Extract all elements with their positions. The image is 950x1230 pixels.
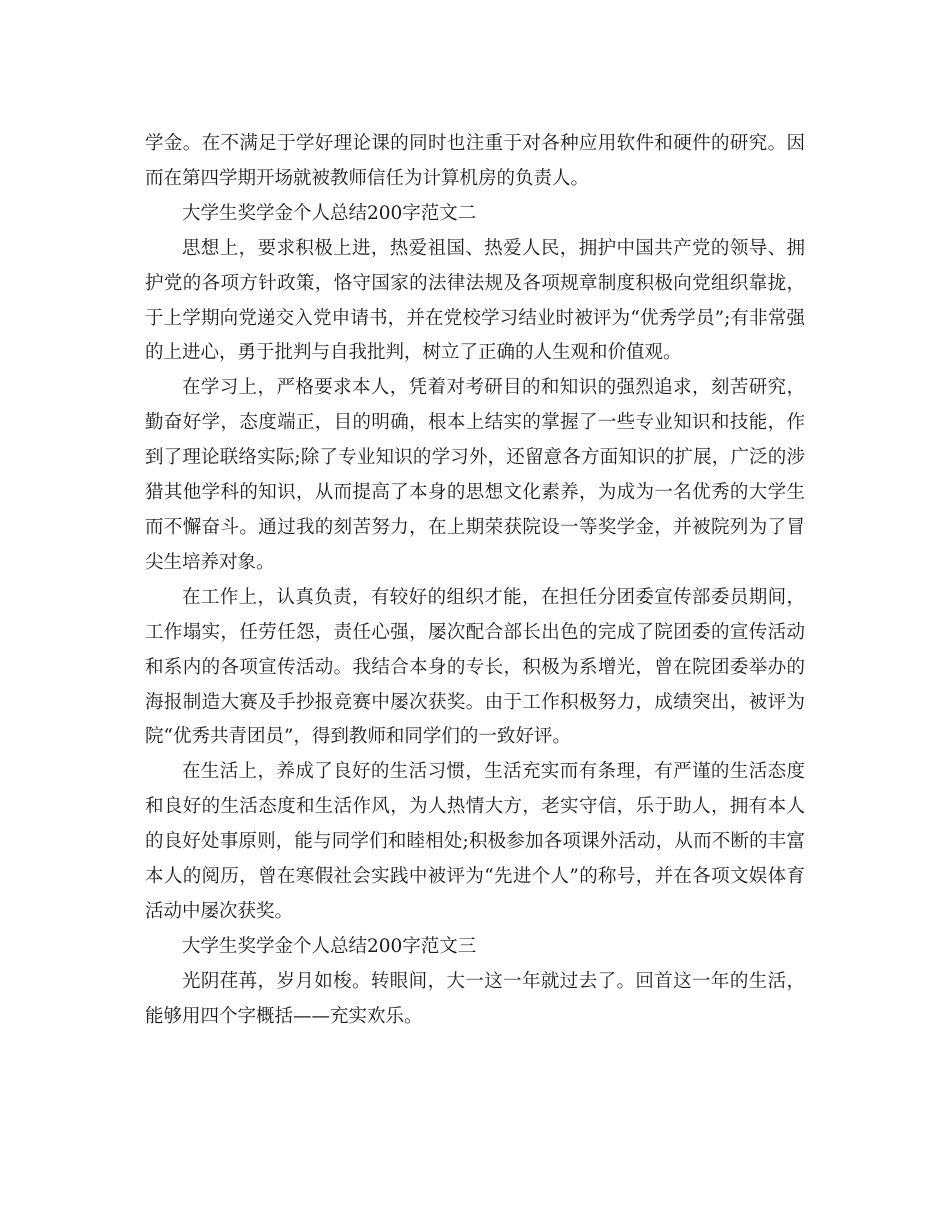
paragraph-work: 在工作上，认真负责，有较好的组织才能，在担任分团委宣传部委员期间，工作塌实，任劳任怨，责任心强，屡次配合部长出色的完成了院团委的宣传活动和系内的各项宣传活动。我结合本身的专长，积极为系增光，曾在院团委举办的海报制造大赛及手抄报竞赛中屡次获奖。由于工作积极努力，成绩突出，被评为院“优秀共青团员”，得到教师和同学们的一致好评。 <box>145 586 805 748</box>
document-body <box>145 127 805 1035</box>
section-heading-3: 大学生奖学金个人总结200字范文三 <box>182 935 477 957</box>
paragraph-intro-3: 光阴荏苒，岁月如梭。转眼间，大一这一年就过去了。回首这一年的生活，能够用四个字概括——充实欢乐。 <box>145 970 805 1027</box>
paragraph-life: 在生活上，养成了良好的生活习惯，生活充实而有条理，有严谨的生活态度和良好的生活态度和生活作风，为人热情大方，老实守信，乐于助人，拥有本人的良好处事原则，能与同学们和睦相处;积极参加各项课外活动，从而不断的丰富本人的阅历，曾在寒假社会实践中被评为“先进个人”的称号，并在各项文娱体育活动中屡次获奖。 <box>145 761 805 922</box>
paragraph-continuation: 学金。在不满足于学好理论课的同时也注重于对各种应用软件和硬件的研究。因而在第四学期开场就被教师信任为计算机房的负责人。 <box>145 133 805 189</box>
paragraph-ideology: 思想上，要求积极上进，热爱祖国、热爱人民，拥护中国共产党的领导、拥护党的各项方针政策，恪守国家的法律法规及各项规章制度积极向党组织靠拢，于上学期向党递交入党申请书，并在党校学习结业时被评为“优秀学员”;有非常强的上进心，勇于批判与自我批判，树立了正确的人生观和价值观。 <box>145 237 805 364</box>
paragraph-study: 在学习上，严格要求本人，凭着对考研目的和知识的强烈追求，刻苦研究，勤奋好学，态度端正，目的明确，根本上结实的掌握了一些专业知识和技能，作到了理论联络实际;除了专业知识的学习外，还留意各方面知识的扩展，广泛的涉猎其他学科的知识，从而提高了本身的思想文化素养，为成为一名优秀的大学生而不懈奋斗。通过我的刻苦努力，在上期荣获院设一等奖学金，并被院列为了冒尖生培养对象。 <box>145 377 805 573</box>
section-heading-2: 大学生奖学金个人总结200字范文二 <box>182 202 477 224</box>
